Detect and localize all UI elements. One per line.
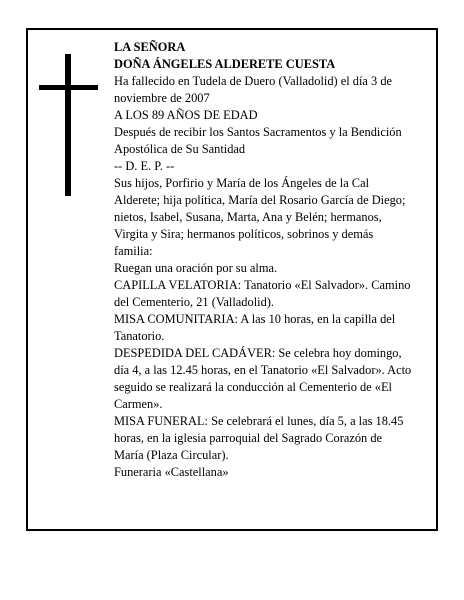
- community-mass-info: MISA COMUNITARIA: A las 10 horas, en la capilla del Tanatorio.: [114, 312, 396, 343]
- funeral-home: Funeraria «Castellana»: [114, 465, 229, 479]
- cross-vertical-bar: [65, 54, 71, 196]
- obituary-text: [114, 39, 414, 481]
- rip-line: -- D. E. P. --: [114, 159, 175, 173]
- farewell-info: DESPEDIDA DEL CADÁVER: Se celebra hoy domingo, día 4, a las 12.45 horas, en el Tanatorio «El Salvador». Acto seguido se realizará la conducción al Cementerio de «El Carmen».: [114, 346, 412, 411]
- chapel-info: CAPILLA VELATORIA: Tanatorio «El Salvador». Camino del Cementerio, 21 (Valladolid).: [114, 278, 411, 309]
- prayer-request: Ruegan una oración por su alma.: [114, 261, 278, 275]
- sacraments-statement: Después de recibir los Santos Sacramentos y la Bendición Apostólica de Su Santidad: [114, 125, 402, 156]
- deceased-name: DOÑA ÁNGELES ALDERETE CUESTA: [114, 57, 336, 71]
- deceased-title: LA SEÑORA: [114, 40, 186, 54]
- cross-icon: [39, 54, 98, 196]
- cross-horizontal-bar: [39, 85, 98, 90]
- death-statement: Ha fallecido en Tudela de Duero (Valladolid) el día 3 de noviembre de 2007: [114, 74, 393, 105]
- family-paragraph: Sus hijos, Porfirio y María de los Ángeles de la Cal Alderete; hija política, María del Rosario García de Diego; nietos, Isabel, Susana, Marta, Ana y Belén; hermanos, Virgita y Sira; hermanos políticos, sobrinos y demás familia:: [114, 176, 406, 258]
- funeral-mass-info: MISA FUNERAL: Se celebrará el lunes, día 5, a las 18.45 horas, en la iglesia parroquial del Sagrado Corazón de María (Plaza Circular).: [114, 414, 404, 462]
- age-statement: A LOS 89 AÑOS DE EDAD: [114, 108, 258, 122]
